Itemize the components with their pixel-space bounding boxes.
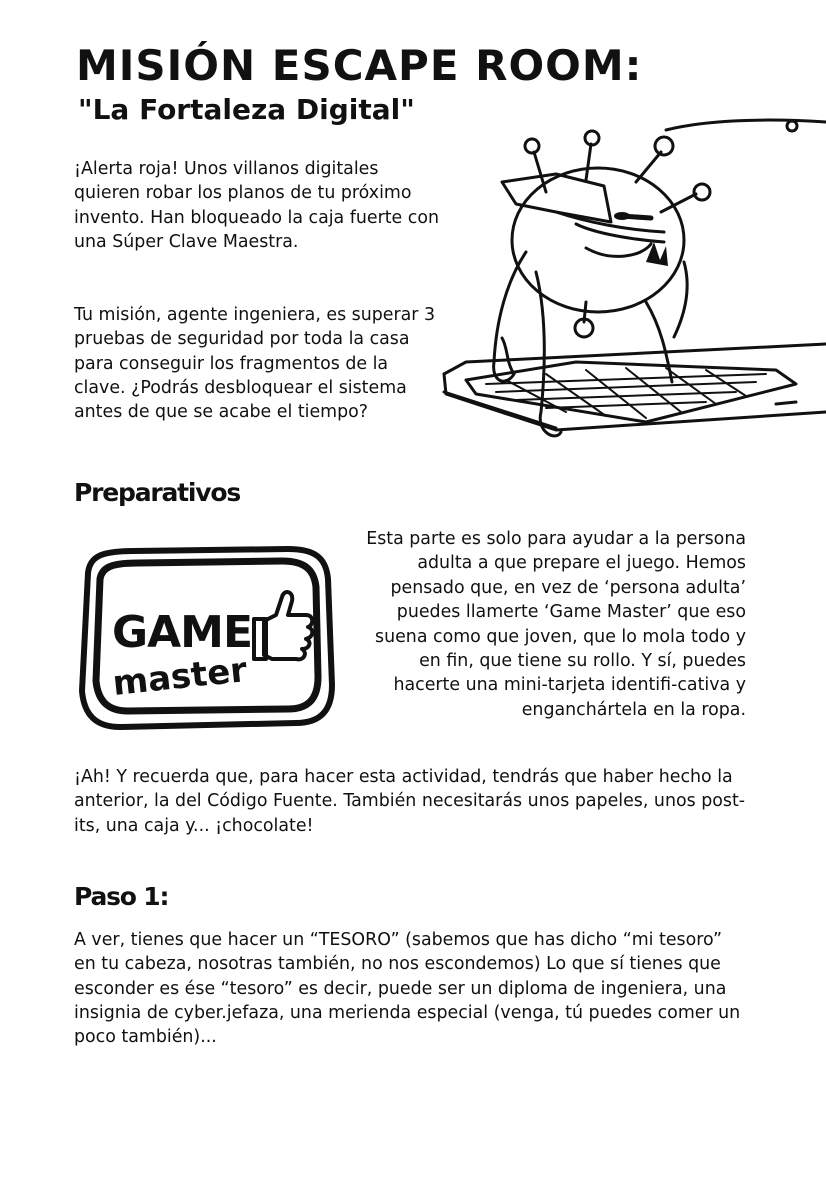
badge-text-game: GAME	[112, 607, 253, 658]
section-heading-paso-1: Paso 1:	[74, 882, 169, 911]
intro-paragraph-2: Tu misión, agente ingeniera, es superar 3 pruebas de seguridad por toda la casa para conseguir los fragmentos de la clave. ¿Podrás desbloquear el sistema antes de que se acabe el tiempo?	[74, 305, 436, 423]
virus-villain-illustration	[436, 112, 826, 452]
prep-note-paragraph: ¡Ah! Y recuerda que, para hacer esta actividad, tendrás que haber hecho la anterior, la del Código Fuente. También necesitarás unos papeles, unos post-its, una caja y... ¡chocolate!	[74, 767, 746, 836]
game-master-badge	[74, 545, 336, 731]
intro-paragraph-1: ¡Alerta roja! Unos villanos digitales quieren robar los planos de tu próximo invento. Han bloqueado la caja fuerte con una Súper Clave Maestra.	[74, 159, 440, 252]
page-title: MISIÓN ESCAPE ROOM:	[76, 41, 643, 90]
badge-text-master: master	[110, 650, 249, 704]
page-subtitle: "La Fortaleza Digital"	[78, 93, 415, 126]
step1-paragraph: A ver, tienes que hacer un “TESORO” (sabemos que has dicho “mi tesoro” en tu cabeza, nosotras también, no nos escondemos) Lo que sí tienes que esconder es ése “tesoro” es decir, puede ser un diploma de ingeniera, una insignia de cyber.jefaza, una merienda especial (venga, tú puedes comer un poco también)...	[74, 930, 741, 1048]
section-heading-preparativos: Preparativos	[74, 478, 241, 507]
prep-paragraph: Esta parte es solo para ayudar a la persona adulta a que prepare el juego. Hemos pensado que, en vez de ‘persona adulta’ puedes llamerte ‘Game Master’ que eso suena como que joven, que lo mola todo y en fin, que tiene su rollo. Y sí, puedes hacerte una mini-tarjeta identifi-cativa y enganchártela en la ropa.	[366, 529, 746, 720]
thumbs-up-icon	[254, 592, 312, 659]
laptop-illustration	[444, 344, 826, 430]
